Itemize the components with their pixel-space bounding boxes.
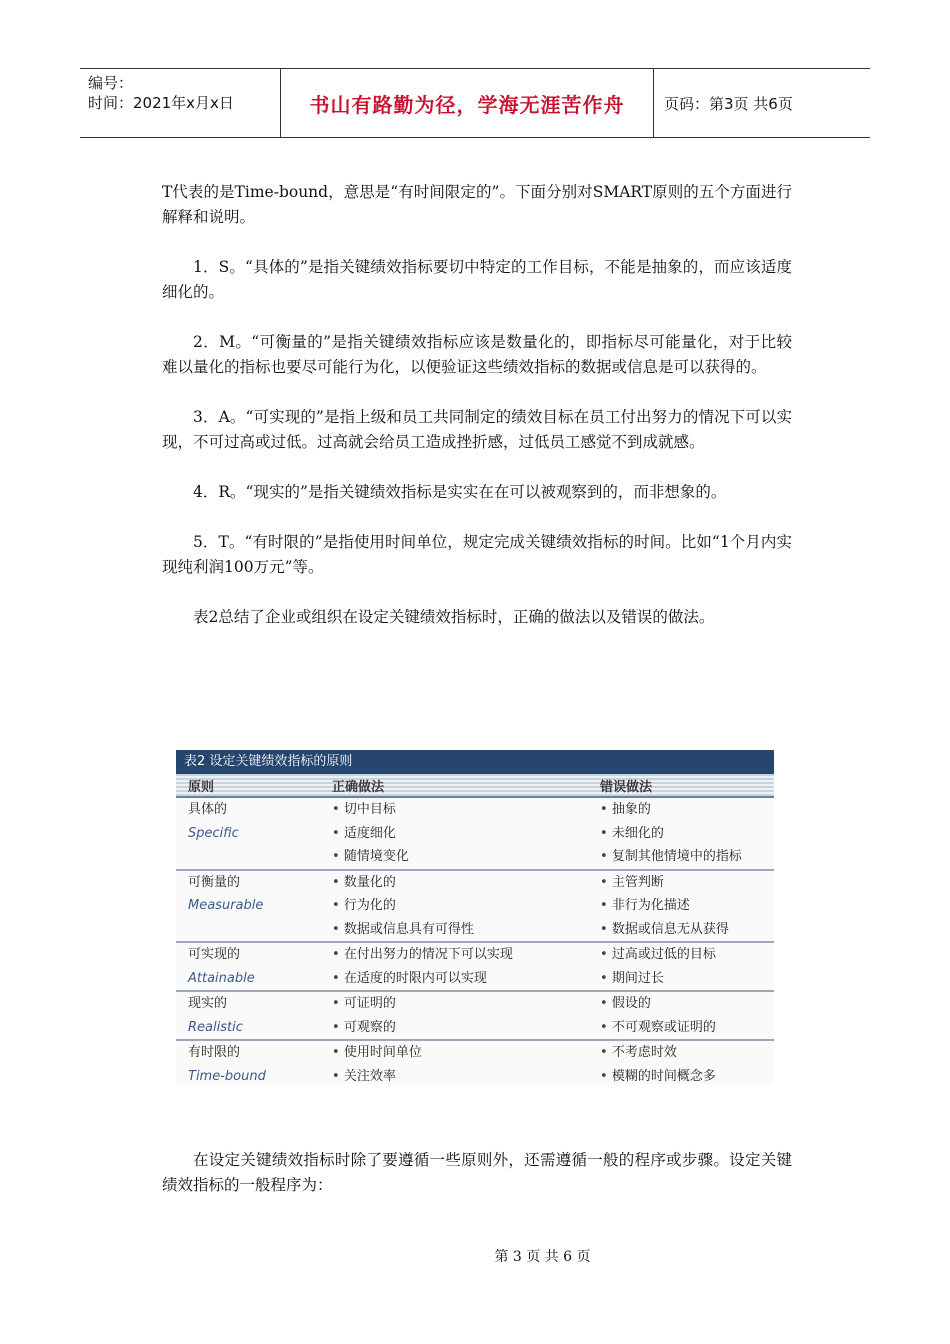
table-header-row [176, 774, 774, 798]
correct-item: • 数量化的 [332, 871, 596, 895]
paragraph-specific: 1．S。“具体的”是指关键绩效指标要切中特定的工作目标，不能是抽象的，而应该适度细化的。 [162, 258, 792, 301]
paragraph-measurable: 2．M。“可衡量的”是指关键绩效指标应该是数量化的，即指标尽可能量化，对于比较难以量化的指标也要尽可能行为化，以便验证这些绩效指标的数据或信息是可以获得的。 [162, 333, 792, 376]
closing-content [162, 1148, 792, 1223]
page-header [80, 68, 870, 138]
paragraph-intro: T代表的是Time-bound，意思是“有时间限定的”。下面分别对SMART原则的五个方面进行解释和说明。 [162, 183, 792, 226]
wrong-item: • 模糊的时间概念多 [600, 1065, 774, 1089]
wrong-item: • 过高或过低的目标 [600, 943, 774, 967]
principle-en: Realistic [188, 1019, 243, 1035]
principle-en: Specific [188, 825, 239, 841]
paragraph-closing: 在设定关键绩效指标时除了要遵循一些原则外，还需遵循一般的程序或步骤。设定关键绩效指标的一般程序为： [162, 1151, 792, 1194]
correct-item: • 数据或信息具有可得性 [332, 918, 596, 942]
correct-item: • 随情境变化 [332, 845, 596, 869]
document-number: 编号： [88, 74, 134, 92]
header-page-number: 页码：第3页 共6页 [664, 94, 793, 113]
header-correct: 正确做法 [332, 779, 385, 795]
correct-item: • 行为化的 [332, 894, 596, 918]
principle-cn: 现实的 [188, 996, 228, 1011]
correct-item: • 可观察的 [332, 1016, 596, 1040]
table-row [176, 871, 774, 944]
table-row [176, 992, 774, 1041]
wrong-item: • 主管判断 [600, 871, 774, 895]
paragraph-realistic: 4．R。“现实的”是指关键绩效指标是实实在在可以被观察到的，而非想象的。 [193, 483, 727, 501]
table-row [176, 798, 774, 871]
wrong-item: • 期间过长 [600, 967, 774, 991]
correct-item: • 切中目标 [332, 798, 596, 822]
correct-item: • 适度细化 [332, 822, 596, 846]
paragraph-timebound: 5．T。“有时限的”是指使用时间单位，规定完成关键绩效指标的时间。比如“1个月内实现纯利润100万元”等。 [162, 533, 792, 576]
header-meta [80, 69, 281, 137]
wrong-item: • 不考虑时效 [600, 1041, 774, 1065]
header-motto: 书山有路勤为径，学海无涯苦作舟 [281, 69, 654, 137]
wrong-item: • 假设的 [600, 992, 774, 1016]
principle-en: Time-bound [188, 1068, 266, 1084]
paragraph-attainable: 3．A。“可实现的”是指上级和员工共同制定的绩效目标在员工付出努力的情况下可以实现，不可过高或过低。过高就会给员工造成挫折感，过低员工感觉不到成就感。 [162, 408, 792, 451]
correct-item: • 关注效率 [332, 1065, 596, 1089]
page-footer: 第 3 页 共 6 页 [494, 1249, 591, 1265]
table-title: 表2 设定关键绩效指标的原则 [176, 750, 774, 774]
correct-item: • 在付出努力的情况下可以实现 [332, 943, 596, 967]
header-principle: 原则 [188, 779, 215, 795]
principle-cn: 有时限的 [188, 1045, 241, 1060]
principle-cn: 可衡量的 [188, 874, 241, 890]
table-row [176, 1041, 774, 1088]
main-content [162, 180, 792, 655]
table-row [176, 943, 774, 992]
principle-cn: 具体的 [188, 802, 228, 817]
principle-cn: 可实现的 [188, 947, 241, 962]
wrong-item: • 非行为化描述 [600, 894, 774, 918]
wrong-item: • 不可观察或证明的 [600, 1016, 774, 1040]
correct-item: • 使用时间单位 [332, 1041, 596, 1065]
correct-item: • 可证明的 [332, 992, 596, 1016]
header-wrong: 错误做法 [600, 779, 653, 795]
wrong-item: • 数据或信息无从获得 [600, 918, 774, 942]
wrong-item: • 未细化的 [600, 822, 774, 846]
correct-item: • 在适度的时限内可以实现 [332, 967, 596, 991]
document-time: 时间：2021年x月x日 [88, 94, 234, 112]
wrong-item: • 抽象的 [600, 798, 774, 822]
principle-en: Measurable [188, 898, 264, 913]
paragraph-table-intro: 表2总结了企业或组织在设定关键绩效指标时，正确的做法以及错误的做法。 [193, 608, 715, 626]
principles-table [176, 750, 774, 1084]
wrong-item: • 复制其他情境中的指标 [600, 845, 774, 869]
principle-en: Attainable [188, 970, 255, 986]
